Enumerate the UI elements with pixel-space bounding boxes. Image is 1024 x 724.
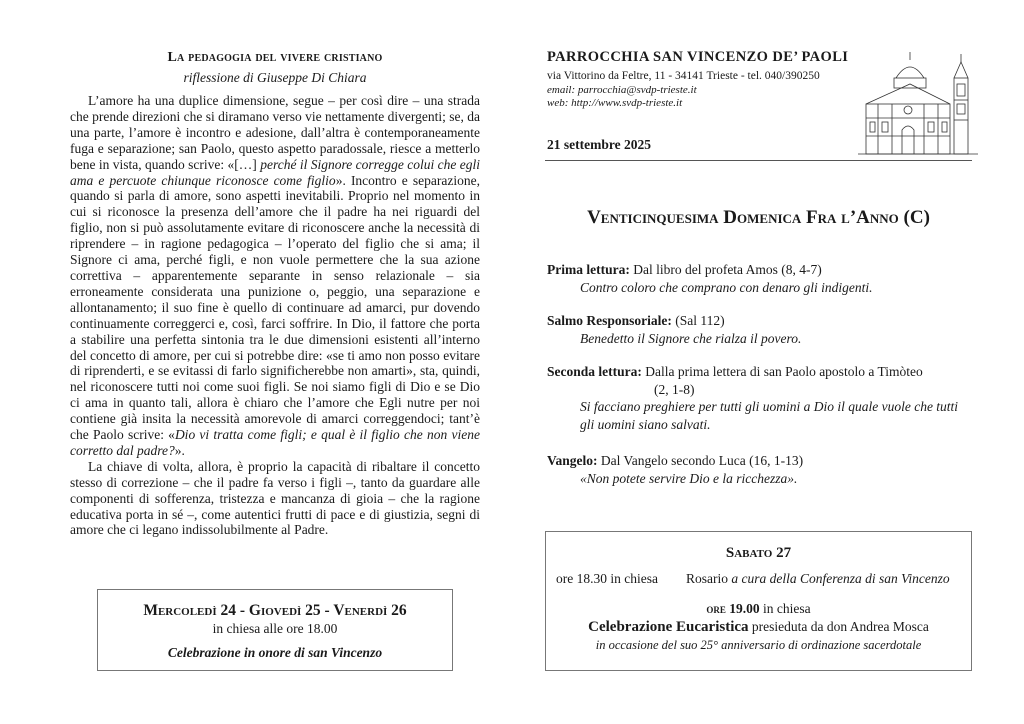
saturday-title: Sabato 27	[725, 545, 792, 561]
article-author: riflessione di Giuseppe Di Chiara	[183, 70, 367, 85]
celebration-note: in occasione del suo 25° anniversario di ordinazione sacerdotale	[595, 638, 922, 652]
weekday-events-box	[97, 589, 453, 671]
mass-place: in chiesa	[759, 601, 811, 616]
article-text: L’amore ha una duplice dimensione, segue – per così dire – una strada che prende direzioni che si diramano verso vie nettamente divergenti; se, da una parte, l’amore è incontro e adesione, dall’altra è contemporaneamente fuga e separazione; san Paolo, questo aspetto paradossale, riesce a metterlo bene in vista, quando scrive: «[…]	[70, 93, 480, 172]
celebration-title: Celebrazione Eucaristica	[588, 619, 749, 635]
reading-source-cont: (2, 1-8)	[654, 381, 695, 397]
weekday-events-time: in chiesa alle ore 18.00	[212, 621, 338, 636]
sunday-title: Venticinquesima Domenica Fra l’Anno (C)	[587, 207, 930, 228]
celebration-presider: presieduta da don Andrea Mosca	[748, 619, 929, 634]
reading-label: Seconda lettura:	[547, 364, 642, 379]
rosary-line	[686, 571, 950, 587]
reading-source: (Sal 112)	[671, 313, 725, 328]
reading-label: Vangelo:	[547, 453, 598, 468]
reading-label: Prima lettura:	[547, 262, 630, 277]
reading-subtitle: «Non potete servire Dio e la ricchezza».	[580, 470, 798, 486]
parish-address: via Vittorino da Feltre, 11 - 34141 Trieste - tel. 040/390250	[547, 70, 820, 82]
reading-label: Salmo Responsoriale:	[547, 313, 672, 328]
reading-subtitle: Si facciano preghiere per tutti gli uomini a Dio il quale vuole che tutti gli uomini siano salvati.	[580, 399, 959, 432]
bulletin-date: 21 settembre 2025	[547, 137, 651, 152]
mass-prefix: ore	[706, 601, 726, 616]
article-title: La pedagogia del vivere cristiano	[167, 50, 383, 65]
rosary-label: Rosario	[686, 571, 728, 586]
saturday-events-box	[545, 531, 972, 671]
celebration-line	[546, 619, 971, 636]
reading-subtitle: Benedetto il Signore che rialza il povero.	[580, 330, 802, 346]
article-quote: Dio vi tratta come figli; e qual è il figlio che non viene corretto dal padre?	[70, 427, 480, 458]
parish-name: PARROCCHIA SAN VINCENZO DE’ PAOLI	[547, 49, 849, 65]
article-text: ». Incontro e separazione, quando si parla di amore, sono aspetti inevitabili. Proprio nel momento in cui si riconosce la presenza dell’amore che il padre ha nei riguardi del figlio, non si può assolutamente evitare di riconoscere anche la necessità di riprendere – in ragione pedagogica – l’operato del figlio che si ama; il Signore ci ama, perché figli, e non vuole permettere che la sua azione correttiva – apparentemente separante in senso relazionale – sia erroneamente considerata una punizione o, peggio, una separazione e allontanamento; il suo fine è quello di continuare ad amarci, pur dovendo continuamente correggerci e, così, farci soffrire. In Dio, il fattore che porta a stabilire una perfetta sintonia tra le due dimensioni esistenti all’interno del concetto di amore, per cui si potrebbe dire: «se ti amo non posso evitare di riprenderti, e se evitassi di farlo significherebbe non amarti», sta, quindi, nel riconoscere tutti noi come suoi figli. Se noi siamo figli di Dio e se Dio ci ama in quanto tali, allora è chiaro che l’amore che Egli nutre per noi contiene già insita la necessità amorevole di amarci correggendoci; tant’è che Paolo scrive: «	[70, 172, 480, 443]
article-paragraph-1	[70, 93, 480, 459]
parish-web: web: http://www.svdp-trieste.it	[547, 97, 683, 109]
weekday-events-title: Mercoledì 24 - Giovedì 25 - Venerdì 26	[143, 602, 407, 619]
rosary-organizer: a cura della Conferenza di san Vincenzo	[728, 571, 950, 586]
reading-source: Dal Vangelo secondo Luca (16, 1-13)	[597, 453, 804, 468]
reading-source: Dalla prima lettera di san Paolo apostolo a Timòteo	[641, 364, 923, 379]
church-illustration-icon	[858, 48, 978, 156]
reading-second	[547, 363, 972, 433]
reading-psalm	[547, 312, 972, 347]
mass-time: 19.00	[725, 601, 760, 616]
reading-source: Dal libro del profeta Amos (8, 4-7)	[629, 262, 822, 277]
weekday-events-description: Celebrazione in onore di san Vincenzo	[167, 645, 383, 660]
article-quote: perché il Signore corregge colui che egli ama e percuote chiunque riconosce come figlio	[70, 156, 480, 188]
article-paragraph-2: La chiave di volta, allora, è proprio la capacità di ribaltare il concetto stesso di correzione – che il padre fa verso i figli –, tanto da guardare alle componenti di sofferenza, tristezza e mancanza di gioia – che la ragione educativa porta in sé –, come autentici frutti di pace e di giustizia, segni di amore che ci legano indissolubilmente al Padre.	[70, 458, 480, 538]
reading-gospel	[547, 452, 972, 487]
article-text: ».	[174, 442, 185, 458]
reading-subtitle: Contro coloro che comprano con denaro gli indigenti.	[580, 279, 873, 295]
header-divider	[545, 160, 972, 161]
article-body	[70, 93, 480, 538]
mass-time-line	[546, 601, 971, 617]
rosary-time: ore 18.30 in chiesa	[556, 571, 658, 586]
parish-email: email: parrocchia@svdp-trieste.it	[547, 84, 697, 96]
reading-first	[547, 261, 972, 296]
